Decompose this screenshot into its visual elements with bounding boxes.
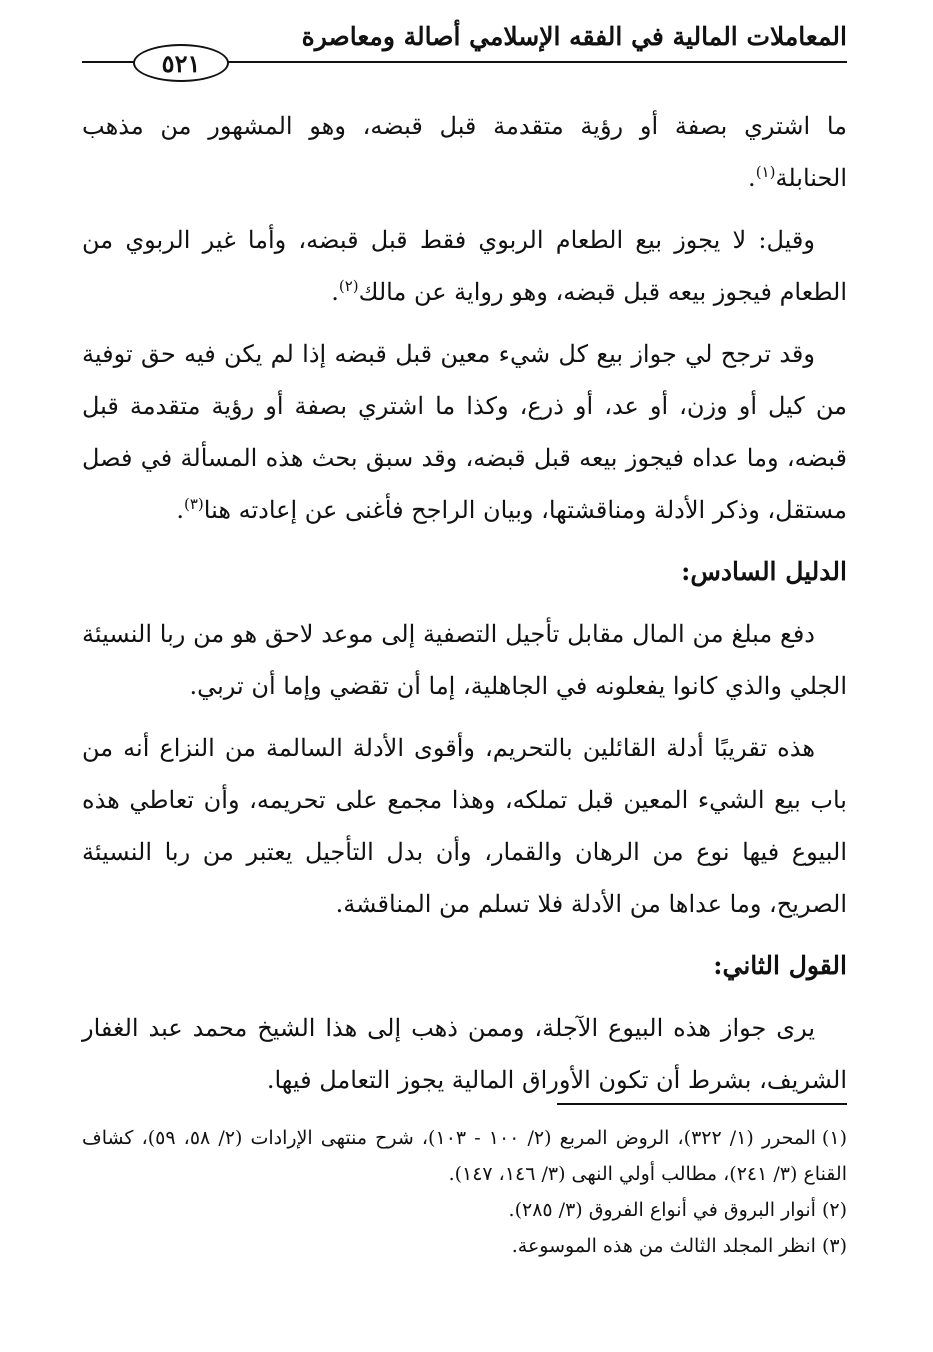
paragraph-2	[82, 214, 847, 318]
paragraph-1-end: .	[748, 164, 756, 192]
footnotes	[82, 1120, 847, 1264]
footnote-2-text: أنوار البروق في أنواع الفروق (٣/ ٢٨٥).	[508, 1199, 816, 1221]
paragraph-1-text: ما اشتري بصفة أو رؤية متقدمة قبل قبضه، وهو المشهور من مذهب الحنابلة	[82, 112, 847, 192]
footnote-2	[82, 1192, 847, 1228]
page-number	[133, 44, 229, 82]
paragraph-5: هذه تقريبًا أدلة القائلين بالتحريم، وأقوى الأدلة السالمة من النزاع أنه من باب بيع الشيء المعين قبل تملكه، وهذا مجمع على تحريمه، وأن تعاطي هذه البيوع فيها نوع من الرهان والقمار، وأن بدل التأجيل يعتبر من ربا النسيئة الصريح، وما عداها من الأدلة فلا تسلم من المناقشة.	[82, 734, 847, 918]
main-text	[82, 100, 847, 1116]
paragraph-2-end: .	[331, 278, 339, 306]
footnote-1-text: المحرر (١/ ٣٢٢)، الروض المربع (٢/ ١٠٠ - ١٠٣)، شرح منتهى الإرادات (٢/ ٥٨، ٥٩)، كشاف القناع (٣/ ٢٤١)، مطالب أولي النهى (٣/ ١٤٦، ١٤٧).	[82, 1127, 847, 1185]
footnote-ref-2[interactable]: (٢)	[338, 277, 359, 295]
footnote-1	[82, 1120, 847, 1192]
paragraph-6: يرى جواز هذه البيوع الآجلة، وممن ذهب إلى هذا الشيخ محمد عبد الغفار الشريف، بشرط أن تكون الأوراق المالية يجوز التعامل فيها.	[82, 1014, 847, 1094]
footnote-3-text: انظر المجلد الثالث من هذه الموسوعة.	[511, 1235, 816, 1257]
paragraph-2-text: وقيل: لا يجوز بيع الطعام الربوي فقط قبل قبضه، وأما غير الربوي من الطعام فيجوز بيعه قبل قبضه، وهو رواية عن مالك	[82, 226, 847, 306]
page-number-text: ٥٢١	[161, 48, 201, 78]
section-heading-second-opinion: القول الثاني:	[713, 951, 847, 980]
footnote-ref-3[interactable]: (٣)	[183, 495, 204, 513]
paragraph-3-text: وقد ترجح لي جواز بيع كل شيء معين قبل قبضه إذا لم يكن فيه حق توفية من كيل أو وزن، أو عد، أو ذرع، وكذا ما اشتري بصفة أو رؤية متقدمة قبل قبضه، وما عداه فيجوز بيعه قبل قبضه، وقد سبق بحث هذه المسألة في فصل مستقل، وذكر الأدلة ومناقشتها، وبيان الراجح فأغنى عن إعادته هنا	[82, 340, 847, 524]
paragraph-3	[82, 328, 847, 536]
footnote-3-number: (٣)	[821, 1235, 847, 1257]
paragraph-1	[82, 100, 847, 204]
footnote-3	[82, 1228, 847, 1264]
footnote-1-number: (١)	[821, 1127, 847, 1149]
paragraph-3-end: .	[176, 496, 184, 524]
section-heading-sixth-evidence: الدليل السادس:	[681, 557, 847, 586]
footnote-rule	[557, 1103, 847, 1105]
running-title: المعاملات المالية في الفقه الإسلامي أصالة ومعاصرة	[301, 22, 847, 51]
footnote-ref-1[interactable]: (١)	[755, 163, 776, 181]
paragraph-4: دفع مبلغ من المال مقابل تأجيل التصفية إلى موعد لاحق هو من ربا النسيئة الجلي والذي كانوا يفعلونه في الجاهلية، إما أن تقضي وإما أن تربي.	[82, 620, 847, 700]
footnote-2-number: (٢)	[821, 1199, 847, 1221]
